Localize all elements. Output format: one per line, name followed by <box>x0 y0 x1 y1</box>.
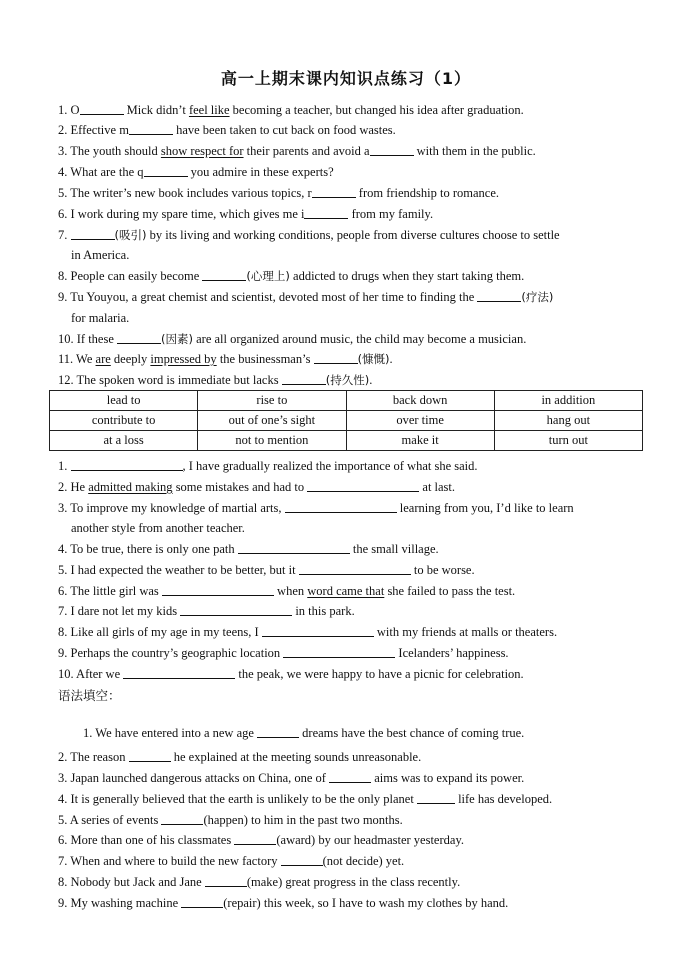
answer-blank[interactable] <box>180 603 292 616</box>
question-3-3: 3. Japan launched dangerous attacks on China, one of aims was to expand its power. <box>58 771 525 785</box>
phrase-cell: lead to <box>50 391 198 411</box>
question-1-1: 1. O Mick didn’t feel like becoming a teacher, but changed his idea after graduation. <box>58 103 524 117</box>
question-1-9-cont: for malaria. <box>71 311 130 325</box>
question-2-2: 2. He admitted making some mistakes and had to at last. <box>58 480 456 494</box>
question-3-1: 1. We have entered into a new age dreams have the best chance of coming true. <box>83 726 525 740</box>
answer-blank[interactable] <box>299 562 411 575</box>
question-2-3-cont: another style from another teacher. <box>71 521 245 535</box>
question-1-9: 9. Tu Youyou, a great chemist and scientist, devoted most of her time to finding the (疗法) <box>58 290 554 304</box>
question-2-9: 9. Perhaps the country’s geographic location Icelanders’ happiness. <box>58 646 509 660</box>
question-2-4: 4. To be true, there is only one path the small village. <box>58 542 439 556</box>
question-1-3: 3. The youth should show respect for their parents and avoid a with them in the public. <box>58 144 536 158</box>
answer-blank[interactable] <box>285 500 397 513</box>
answer-blank[interactable] <box>117 331 161 344</box>
question-2-10: 10. After we the peak, we were happy to have a picnic for celebration. <box>58 667 524 681</box>
question-3-6: 6. More than one of his classmates (award) by our headmaster yesterday. <box>58 833 465 847</box>
question-2-7: 7. I dare not let my kids in this park. <box>58 604 355 618</box>
answer-blank[interactable] <box>238 541 350 554</box>
answer-blank[interactable] <box>370 143 414 156</box>
answer-blank[interactable] <box>234 832 276 845</box>
answer-blank[interactable] <box>314 351 358 364</box>
answer-blank[interactable] <box>129 122 173 135</box>
answer-blank[interactable] <box>71 227 115 240</box>
answer-blank[interactable] <box>282 372 326 385</box>
phrase-cell: back down <box>346 391 494 411</box>
answer-blank[interactable] <box>283 645 395 658</box>
phrase-cell: out of one’s sight <box>198 411 346 431</box>
question-1-6: 6. I work during my spare time, which gives me i from my family. <box>58 207 434 221</box>
question-1-7: 7. (吸引) by its living and working conditions, people from diverse cultures choose to settle <box>58 228 560 242</box>
answer-blank[interactable] <box>202 268 246 281</box>
table-row <box>50 411 643 431</box>
answer-blank[interactable] <box>129 749 171 762</box>
phrase-cell: rise to <box>198 391 346 411</box>
question-1-4: 4. What are the q you admire in these experts? <box>58 165 334 179</box>
question-2-6: 6. The little girl was when word came that she failed to pass the test. <box>58 584 516 598</box>
question-1-12: 12. The spoken word is immediate but lacks (持久性). <box>58 373 373 387</box>
answer-blank[interactable] <box>181 895 223 908</box>
answer-blank[interactable] <box>312 185 356 198</box>
answer-blank[interactable] <box>257 725 299 738</box>
answer-blank[interactable] <box>80 102 124 115</box>
answer-blank[interactable] <box>329 770 371 783</box>
question-2-3: 3. To improve my knowledge of martial arts, learning from you, I’d like to learn <box>58 501 574 515</box>
answer-blank[interactable] <box>71 458 183 471</box>
phrase-cell: not to mention <box>198 431 346 451</box>
answer-blank[interactable] <box>307 479 419 492</box>
phrase-cell: make it <box>346 431 494 451</box>
phrase-table <box>49 390 643 451</box>
table-row <box>50 431 643 451</box>
phrase-cell: hang out <box>494 411 642 431</box>
question-1-5: 5. The writer’s new book includes various topics, r from friendship to romance. <box>58 186 500 200</box>
question-1-10: 10. If these (因素) are all organized around music, the child may become a musician. <box>58 332 527 346</box>
question-3-9: 9. My washing machine (repair) this week, so I have to wash my clothes by hand. <box>58 896 509 910</box>
question-1-11: 11. We are deeply impressed by the businessman’s (慷慨). <box>58 352 393 366</box>
question-1-8: 8. People can easily become (心理上) addicted to drugs when they start taking them. <box>58 269 525 283</box>
answer-blank[interactable] <box>417 791 455 804</box>
question-2-5: 5. I had expected the weather to be better, but it to be worse. <box>58 563 475 577</box>
phrase-cell: at a loss <box>50 431 198 451</box>
grammar-section-label: 语法填空： <box>58 688 121 703</box>
question-2-1: 1. , I have gradually realized the importance of what she said. <box>58 459 478 473</box>
question-3-2: 2. The reason he explained at the meeting sounds unreasonable. <box>58 750 422 764</box>
answer-blank[interactable] <box>477 289 521 302</box>
page-title: 高一上期末课内知识点练习（1） <box>220 69 472 88</box>
question-3-4: 4. It is generally believed that the earth is unlikely to be the only planet life has developed. <box>58 792 553 806</box>
phrase-cell: turn out <box>494 431 642 451</box>
table-row <box>50 391 643 411</box>
question-3-5: 5. A series of events (happen) to him in the past two months. <box>58 813 403 827</box>
answer-blank[interactable] <box>304 206 348 219</box>
phrase-cell: over time <box>346 411 494 431</box>
phrase-cell: contribute to <box>50 411 198 431</box>
question-1-7-cont: in America. <box>71 248 130 262</box>
answer-blank[interactable] <box>281 853 323 866</box>
question-1-2: 2. Effective m have been taken to cut back on food wastes. <box>58 123 396 137</box>
phrase-cell: in addition <box>494 391 642 411</box>
question-2-8: 8. Like all girls of my age in my teens, I with my friends at malls or theaters. <box>58 625 558 639</box>
question-3-8: 8. Nobody but Jack and Jane (make) great progress in the class recently. <box>58 875 461 889</box>
question-3-7: 7. When and where to build the new factory (not decide) yet. <box>58 854 405 868</box>
answer-blank[interactable] <box>161 812 203 825</box>
answer-blank[interactable] <box>205 874 247 887</box>
answer-blank[interactable] <box>123 666 235 679</box>
answer-blank[interactable] <box>262 624 374 637</box>
answer-blank[interactable] <box>162 583 274 596</box>
answer-blank[interactable] <box>144 164 188 177</box>
